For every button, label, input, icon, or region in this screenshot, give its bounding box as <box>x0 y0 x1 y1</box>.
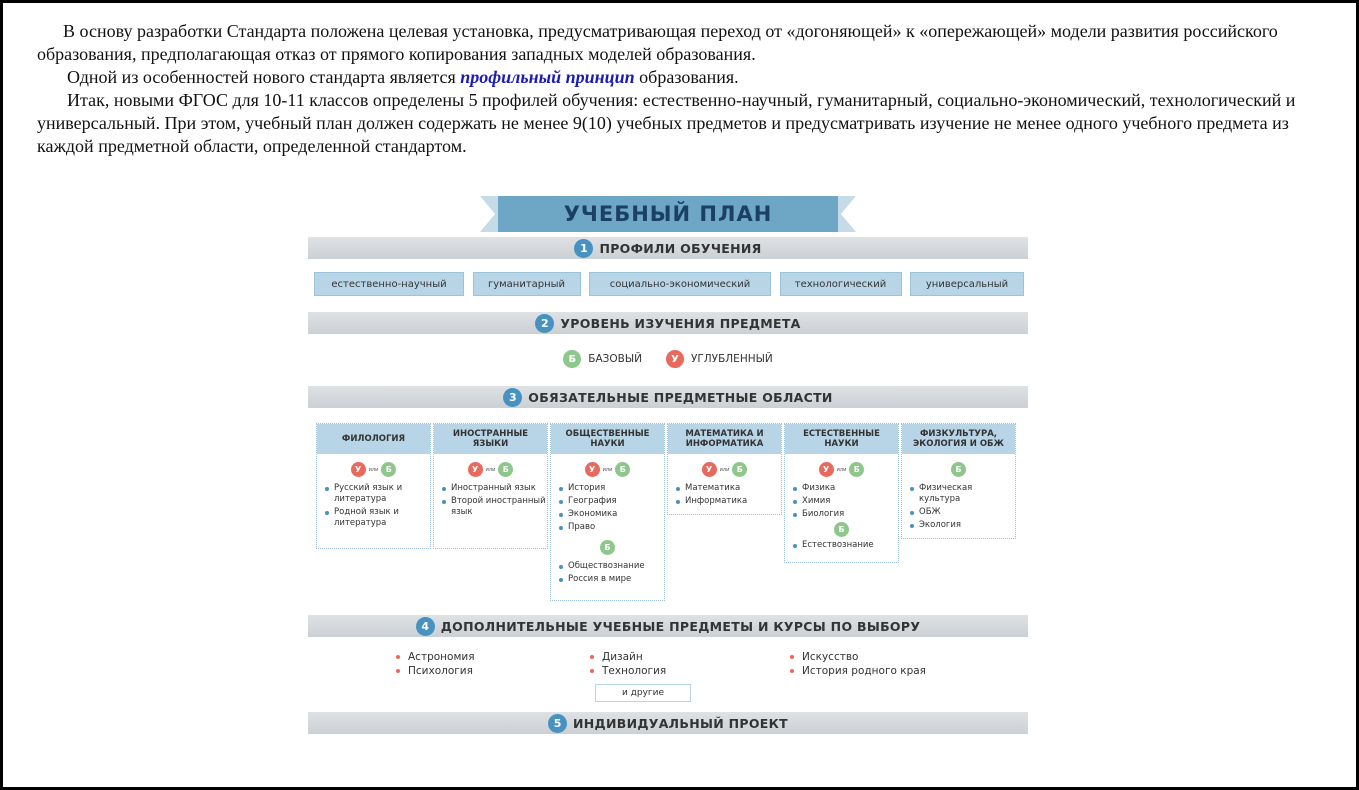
area-title: ФИЛОЛОГИЯ <box>317 424 430 454</box>
section-label: УРОВЕНЬ ИЗУЧЕНИЯ ПРЕДМЕТА <box>560 315 801 331</box>
area-title: ИНОСТРАННЫЕ ЯЗЫКИ <box>434 424 547 454</box>
list-item: Технология <box>588 664 666 678</box>
paragraph-2 <box>37 66 1297 89</box>
advanced-level-icon: У <box>351 462 366 477</box>
area-title: ФИЗКУЛЬТУРА, ЭКОЛОГИЯ И ОБЖ <box>902 424 1015 454</box>
section-number-icon: 4 <box>416 617 435 636</box>
basic-only <box>785 522 898 537</box>
section-number-icon: 1 <box>574 239 593 258</box>
level-pair <box>551 462 664 477</box>
area-column <box>784 423 899 563</box>
section-band-1 <box>308 237 1028 259</box>
list-item: Экология <box>910 520 1015 531</box>
title-ribbon <box>498 196 838 232</box>
basic-only <box>902 462 1015 477</box>
section-label: ДОПОЛНИТЕЛЬНЫЕ УЧЕБНЫЕ ПРЕДМЕТЫ И КУРСЫ ПО ВЫБОРУ <box>440 618 921 634</box>
section-band-2 <box>308 312 1028 334</box>
area-items <box>668 483 781 507</box>
subject-areas <box>316 423 1020 601</box>
basic-level-icon: Б <box>563 350 581 368</box>
list-item: ОБЖ <box>910 507 1015 518</box>
list-item: Химия <box>793 496 898 507</box>
or-text: или <box>368 466 379 473</box>
levels-legend <box>308 350 1028 368</box>
area-column <box>667 423 782 515</box>
level-pair <box>668 462 781 477</box>
list-item: Обществознание <box>559 561 664 572</box>
list-item: Астрономия <box>394 650 475 664</box>
advanced-level-icon: У <box>585 462 600 477</box>
paragraph-2-start: Одной из особенностей нового стандарта является <box>67 67 461 87</box>
profile-box: универсальный <box>910 272 1024 296</box>
list-item: Искусство <box>788 650 926 664</box>
basic-level-icon: Б <box>834 522 849 537</box>
list-item: Биология <box>793 509 898 520</box>
list-item: Физическая культура <box>910 483 1015 505</box>
list-item: Математика <box>676 483 781 494</box>
profile-box: гуманитарный <box>473 272 581 296</box>
basic-level-icon: Б <box>849 462 864 477</box>
advanced-level-icon: У <box>468 462 483 477</box>
advanced-level-icon: У <box>819 462 834 477</box>
area-title: ОБЩЕСТВЕННЫЕ НАУКИ <box>551 424 664 454</box>
level-basic <box>563 350 642 368</box>
list-item: Иностранный язык <box>442 483 547 494</box>
list-item: Психология <box>394 664 475 678</box>
or-text: или <box>836 466 847 473</box>
list-item: Второй иностранный язык <box>442 496 547 518</box>
paragraph-2-end: образования. <box>634 67 739 87</box>
level-pair <box>317 462 430 477</box>
electives-col-3 <box>788 650 926 678</box>
section-number-icon: 3 <box>503 388 522 407</box>
area-items <box>551 483 664 533</box>
profile-box: социально-экономический <box>589 272 771 296</box>
level-pair <box>785 462 898 477</box>
infographic-title: УЧЕБНЫЙ ПЛАН <box>563 202 773 226</box>
list-item: История родного края <box>788 664 926 678</box>
advanced-level-icon: У <box>702 462 717 477</box>
profiles-row <box>314 272 1024 296</box>
basic-level-icon: Б <box>732 462 747 477</box>
body-text <box>37 20 1297 158</box>
section-band-3 <box>308 386 1028 408</box>
basic-level-icon: Б <box>600 540 615 555</box>
section-band-5 <box>308 712 1028 734</box>
area-items <box>902 483 1015 531</box>
paragraph-3: Итак, новыми ФГОС для 10-11 классов определены 5 профилей обучения: естественно-научный, гуманитарный, социально-экономический, технологический и универсальный. При этом, учебный план должен содержать не менее 9(10) учебных предметов и предусматривать изучение не менее одного учебного предмета из каждой предметной области, определенной стандартом. <box>37 90 1296 156</box>
section-label: ОБЯЗАТЕЛЬНЫЕ ПРЕДМЕТНЫЕ ОБЛАСТИ <box>528 389 833 405</box>
list-item: Россия в мире <box>559 574 664 585</box>
section-label: ПРОФИЛИ ОБУЧЕНИЯ <box>599 240 762 256</box>
electives-col-2 <box>588 650 666 678</box>
list-item: География <box>559 496 664 507</box>
area-column <box>433 423 548 549</box>
list-item: Экономика <box>559 509 664 520</box>
list-item: Физика <box>793 483 898 494</box>
others-box: и другие <box>595 684 691 702</box>
list-item: Информатика <box>676 496 781 507</box>
list-item: Родной язык и литература <box>325 507 430 529</box>
area-title: МАТЕМАТИКА И ИНФОРМАТИКА <box>668 424 781 454</box>
profile-box: технологический <box>780 272 902 296</box>
basic-level-icon: Б <box>498 462 513 477</box>
area-items-basic <box>551 561 664 585</box>
level-label: БАЗОВЫЙ <box>588 353 642 365</box>
advanced-level-icon: У <box>666 350 684 368</box>
list-item: Право <box>559 522 664 533</box>
area-items <box>434 483 547 518</box>
level-advanced <box>666 350 773 368</box>
paragraph-1: В основу разработки Стандарта положена целевая установка, предусматривающая переход от «догоняющей» к «опережающей» модели развития российского образования, предполагающая отказ от прямого копирования западных моделей образования. <box>37 21 1278 64</box>
section-number-icon: 5 <box>548 714 567 733</box>
area-title: ЕСТЕСТВЕННЫЕ НАУКИ <box>785 424 898 454</box>
section-number-icon: 2 <box>535 314 554 333</box>
basic-level-icon: Б <box>951 462 966 477</box>
or-text: или <box>719 466 730 473</box>
area-items <box>317 483 430 529</box>
basic-only <box>551 540 664 555</box>
or-text: или <box>485 466 496 473</box>
area-column <box>901 423 1016 539</box>
level-label: УГЛУБЛЕННЫЙ <box>690 353 773 365</box>
or-text: или <box>602 466 613 473</box>
area-items <box>785 483 898 520</box>
list-item: История <box>559 483 664 494</box>
section-label: ИНДИВИДУАЛЬНЫЙ ПРОЕКТ <box>573 715 788 731</box>
list-item: Русский язык и литература <box>325 483 430 505</box>
profile-box: естественно-научный <box>314 272 464 296</box>
area-items-basic <box>785 540 898 551</box>
electives-col-1 <box>394 650 475 678</box>
basic-level-icon: Б <box>381 462 396 477</box>
list-item: Естествознание <box>793 540 898 551</box>
area-column <box>316 423 431 549</box>
highlighted-term: профильный принцип <box>460 67 635 87</box>
list-item: Дизайн <box>588 650 666 664</box>
level-pair <box>434 462 547 477</box>
curriculum-infographic <box>308 194 1028 736</box>
section-band-4 <box>308 615 1028 637</box>
basic-level-icon: Б <box>615 462 630 477</box>
area-column <box>550 423 665 601</box>
